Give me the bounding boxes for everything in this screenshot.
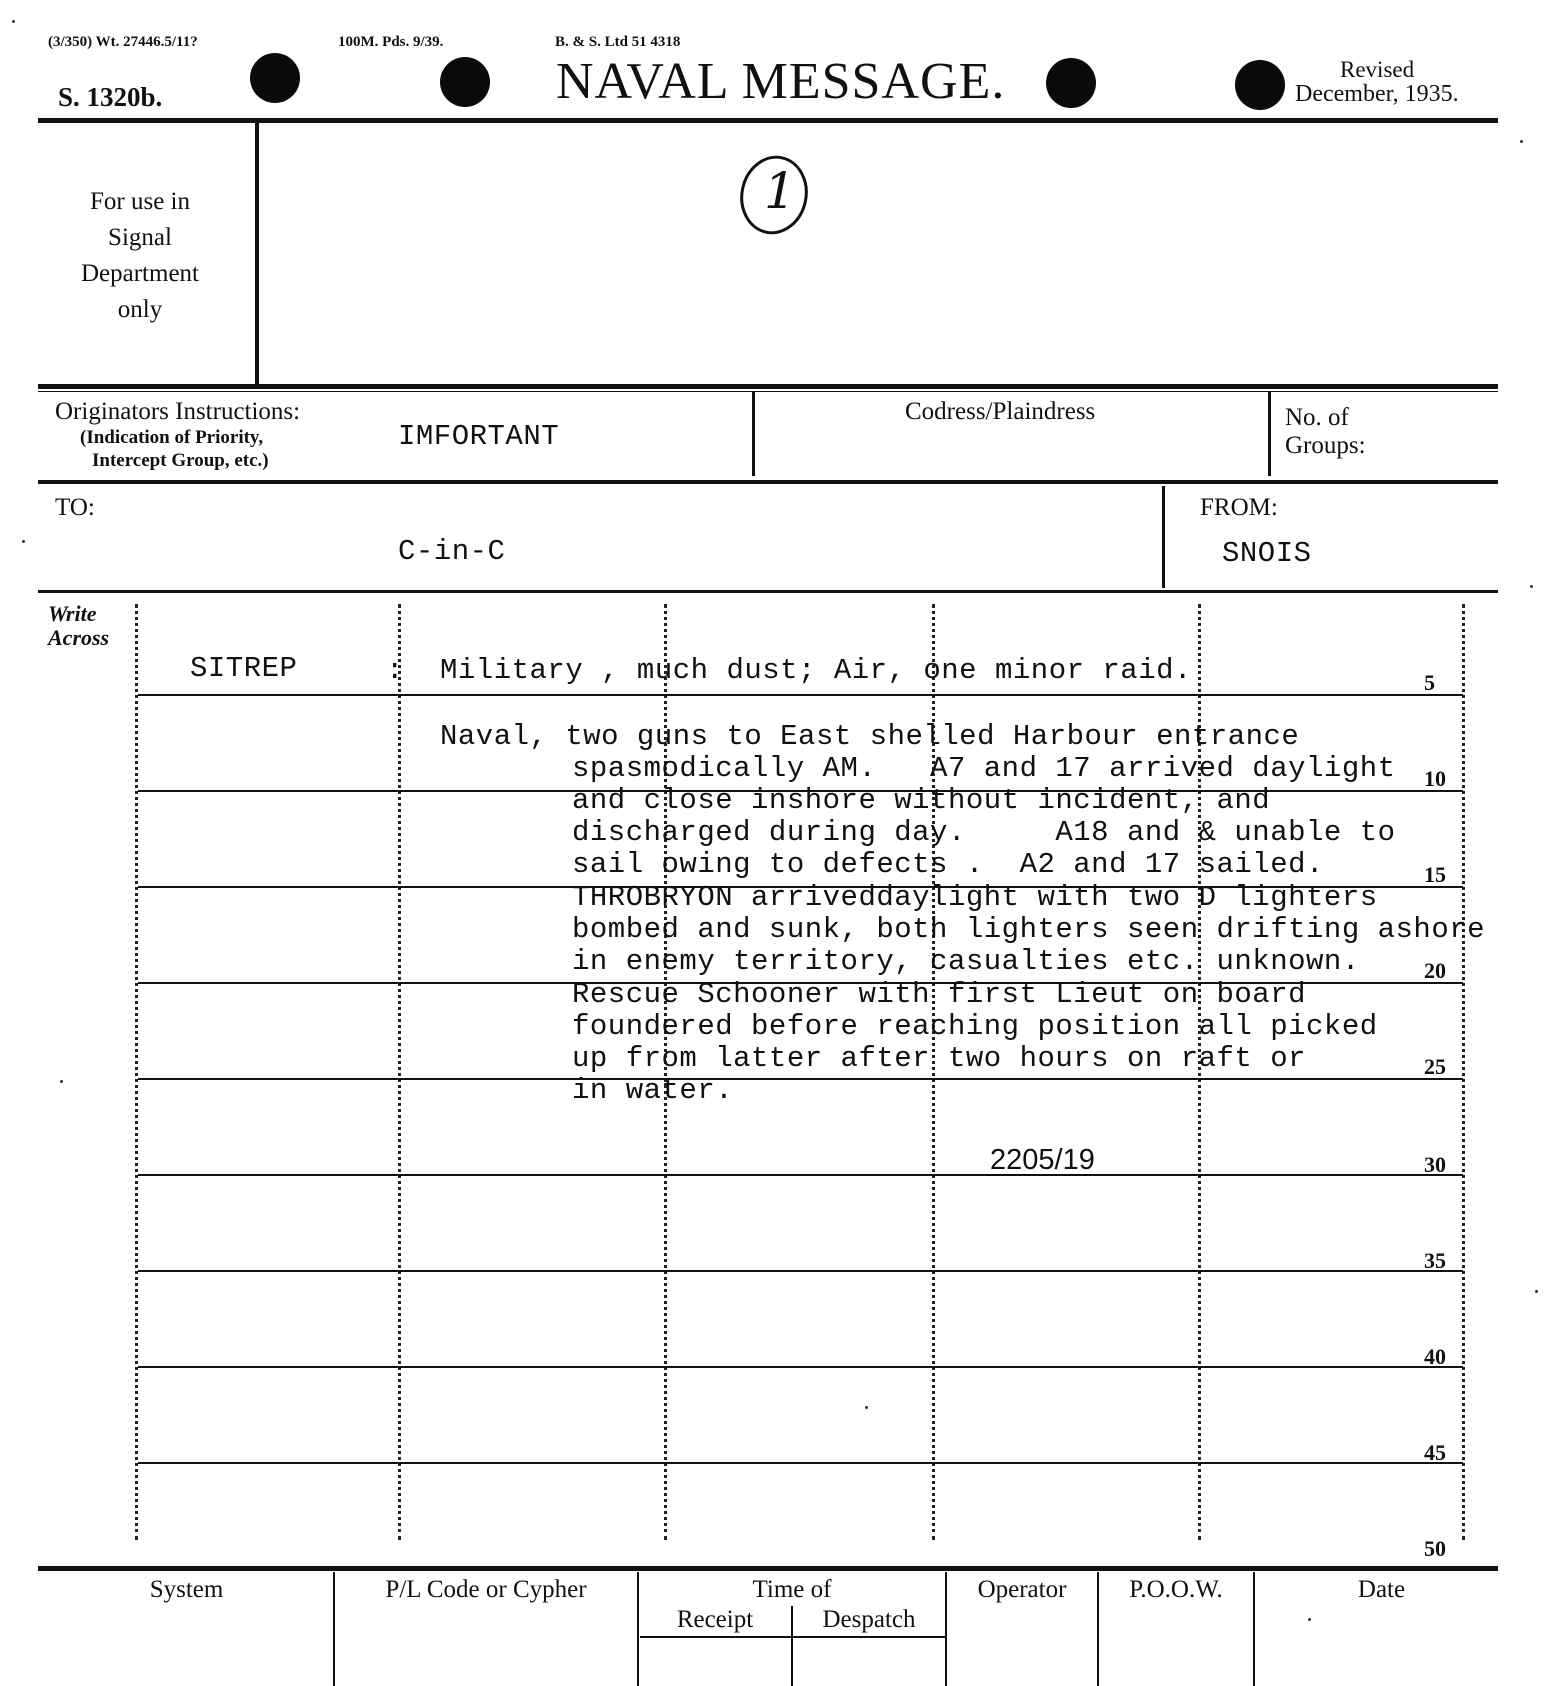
group-count: 15 [1424,862,1446,887]
grid-column-divider [1462,604,1465,1540]
form-number: S. 1320b. [58,82,163,112]
originator-label: Originators Instructions: [55,398,301,425]
groups-label-line: No. of [1285,404,1349,431]
to-label: TO: [55,494,95,521]
time-of-origin: 2205/19 [990,1144,1095,1176]
grid-row-rule [138,1174,1463,1176]
sitrep-colon: : [386,654,404,687]
originator-sub-2: Intercept Group, etc.) [92,450,269,471]
originator-value: IMFORTANT [398,420,560,453]
message-line: THROBRYON arriveddaylight with two D lighters [572,881,1378,914]
signal-dept-label [40,184,240,328]
scan-speck [1530,585,1533,588]
write-across-label [48,602,109,650]
grid-row-rule [138,1078,1463,1080]
groups-label-line: Groups: [1285,432,1366,459]
print-code-left: (3/350) Wt. 27446.5/11? [48,34,198,50]
scan-speck [1535,1290,1538,1293]
group-count: 50 [1424,1536,1446,1561]
grid-column-divider [398,604,401,1540]
revised-date: December, 1935. [1295,81,1459,107]
footer-system-label: System [149,1576,224,1603]
to-value: C-in-C [398,535,506,568]
page-title: NAVAL MESSAGE. [556,53,1006,110]
message-line: bombed and sunk, both lighters seen drifting ashore [572,913,1486,946]
sitrep-label: SITREP [190,652,298,685]
signal-dept-divider [255,122,259,386]
originator-rule [38,480,1498,484]
print-code-middle: 100M. Pds. 9/39. [338,34,444,50]
footer-plcode-label: P/L Code or Cypher [385,1576,587,1603]
signal-dept-rule-thin [38,391,1498,392]
scan-speck [22,540,25,543]
signal-dept-line: only [117,296,163,323]
footer-time-rule [640,1636,945,1638]
codress-divider [752,392,755,476]
message-line: foundered before reaching position all picked [572,1010,1378,1043]
footer-time-of-label: Time of [752,1576,832,1603]
scan-speck [12,20,15,23]
grid-row-rule [138,1270,1463,1272]
message-line: discharged during day. A18 and & unable to [572,816,1396,849]
footer-receipt-label: Receipt [676,1606,754,1633]
group-count: 35 [1424,1248,1446,1273]
scan-speck [1520,140,1523,143]
footer-date-label: Date [1357,1576,1406,1603]
scan-speck [60,1080,63,1083]
from-label: FROM: [1200,494,1278,521]
grid-row-rule [138,1366,1463,1368]
signal-dept-rule [38,384,1498,389]
originator-sub-1: (Indication of Priority, [80,427,264,448]
group-count: 30 [1424,1152,1446,1177]
group-count: 20 [1424,958,1446,983]
message-line: sail owing to defects . A2 and 17 sailed. [572,848,1324,881]
punch-hole-icon [440,57,490,107]
group-count: 45 [1424,1440,1446,1465]
group-count: 25 [1424,1054,1446,1079]
punch-hole-icon [250,53,300,103]
scan-speck [1308,1618,1311,1621]
message-line: and close inshore without incident, and [572,784,1271,817]
revised-label: Revised [1340,57,1415,82]
signal-dept-line: Signal [108,224,172,251]
grid-row-rule [138,1462,1463,1464]
message-line: up from latter after two hours on raft or [572,1042,1307,1075]
codress-label: Codress/Plaindress [905,398,1096,425]
punch-hole-icon [1235,60,1285,110]
footer-poow-label: P.O.O.W. [1129,1576,1223,1603]
message-line: spasmodically AM. A7 and 17 arrived daylight [572,752,1396,785]
grid-column-divider [135,604,138,1540]
message-line: Naval, two guns to East shelled Harbour entrance [440,720,1300,753]
footer-operator-label: Operator [977,1576,1067,1603]
footer-despatch-label: Despatch [822,1606,916,1633]
signal-dept-line: For use in [90,188,190,215]
group-count: 10 [1424,766,1446,791]
address-rule [38,590,1498,593]
group-count: 5 [1424,670,1435,695]
message-line: Military , much dust; Air, one minor raid. [440,654,1192,687]
message-line: in enemy territory, casualties etc. unknown. [572,945,1360,978]
handwritten-sheet-number: 1 [764,162,796,220]
signal-dept-line: Department [80,260,199,287]
group-count: 40 [1424,1344,1446,1369]
message-line: in water. [572,1074,734,1107]
write-across-line: Write [48,601,97,626]
from-value: SNOIS [1222,537,1312,570]
message-line: Rescue Schooner with first Lieut on board [572,978,1307,1011]
footer-rule [38,1566,1498,1571]
from-divider [1162,486,1165,588]
groups-divider [1268,392,1271,476]
punch-hole-icon [1046,58,1096,108]
write-across-line: Across [48,625,110,650]
scan-speck [865,1406,868,1409]
grid-row-rule [138,694,1463,696]
print-code-right: B. & S. Ltd 51 4318 [555,34,681,50]
groups-label [1285,404,1366,460]
